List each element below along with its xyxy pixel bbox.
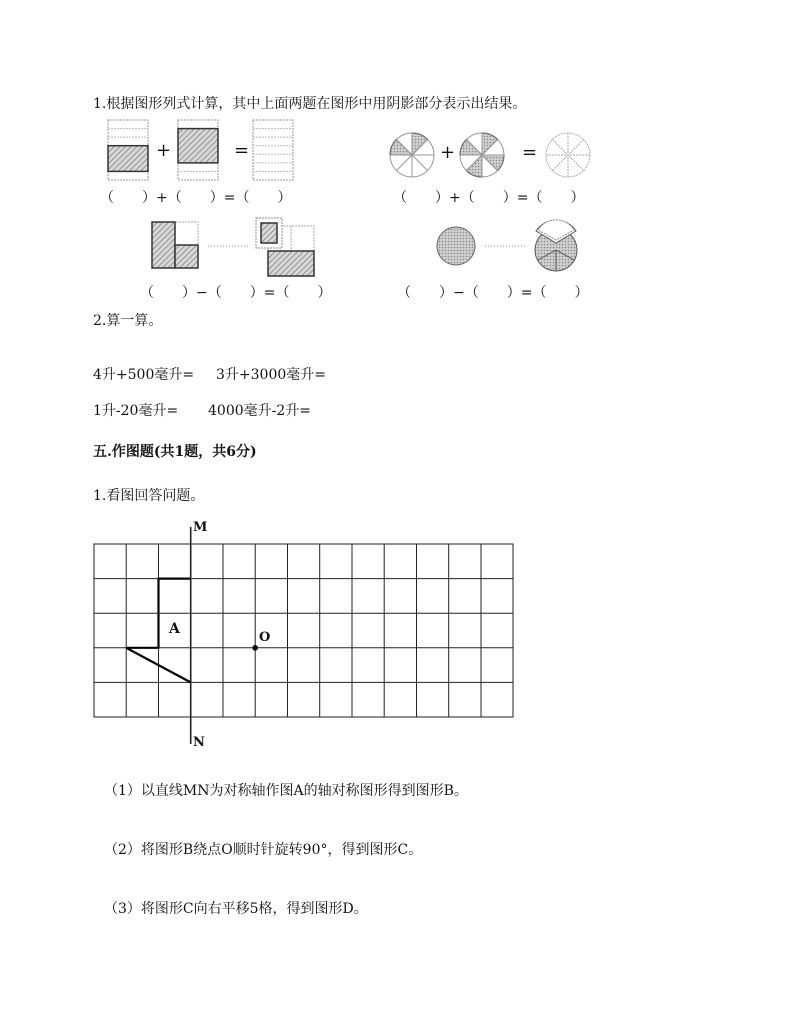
q1-row2-right-expression: （ ）−（ ）=（ ） xyxy=(397,285,589,301)
q1-title: 1.根据图形列式计算，其中上面两题在图形中用阴影部分表示出结果。 xyxy=(93,96,527,112)
label-O: O xyxy=(259,630,271,645)
q2-item-3: 1升-20毫升= xyxy=(93,403,179,419)
s5-q1-title: 1.看图回答问题。 xyxy=(93,488,205,504)
task-1: （1）以直线MN为对称轴作图A的轴对称图形得到图形B。 xyxy=(104,783,468,799)
q2-item-2: 3升+3000毫升= xyxy=(216,367,326,383)
q2-item-4: 4000毫升-2升= xyxy=(208,403,311,419)
q1-row1-right-expression: （ ）+（ ）=（ ） xyxy=(393,190,585,206)
q1-row1-left-expression: （ ）+（ ）=（ ） xyxy=(100,190,292,206)
task-3: （3）将图形C向右平移5格，得到图形D。 xyxy=(104,901,368,917)
section-heading: 五.作图题(共1题，共6分) xyxy=(93,444,257,460)
label-A: A xyxy=(169,621,180,637)
equals-sign-1: = xyxy=(234,140,250,161)
plus-sign-1: + xyxy=(156,140,172,161)
q1-row2-left-expression: （ ）−（ ）=（ ） xyxy=(140,285,332,301)
q2-item-1: 4升+500毫升= xyxy=(93,367,195,383)
plus-sign-2: + xyxy=(440,142,456,163)
label-M: M xyxy=(193,520,208,535)
q2-title: 2.算一算。 xyxy=(93,313,163,329)
task-2: （2）将图形B绕点O顺时针旋转90°，得到图形C。 xyxy=(104,842,423,858)
label-N: N xyxy=(193,735,205,750)
point-O xyxy=(252,645,258,651)
equals-sign-2: = xyxy=(522,142,538,163)
square-grid xyxy=(94,544,513,717)
